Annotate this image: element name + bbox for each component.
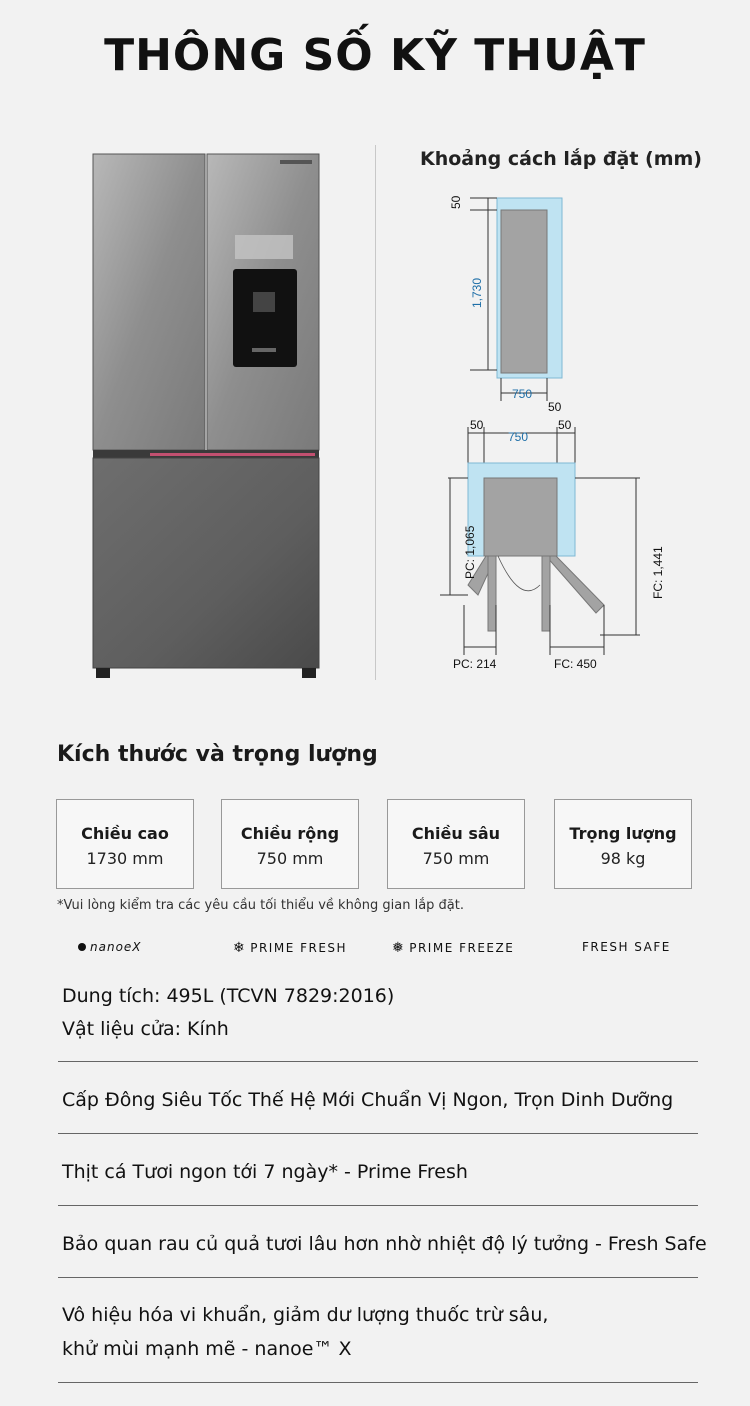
card-value: 750 mm [256, 849, 324, 868]
card-value: 750 mm [422, 849, 490, 868]
dimensions-title: Kích thước và trọng lượng [57, 742, 378, 767]
side-top-gap: 50 [449, 195, 463, 209]
side-back-gap: 50 [548, 400, 562, 414]
nanoex-dot-icon [78, 943, 86, 951]
pc-depth: PC: 1,065 [463, 525, 477, 579]
feature-fresh-safe [582, 940, 671, 954]
spec-nanoex-line1: Vô hiệu hóa vi khuẩn, giảm dư lượng thuốc trừ sâu, [62, 1304, 549, 1326]
fridge-image [90, 152, 322, 682]
installation-diagram [420, 185, 720, 685]
side-height: 1,730 [470, 277, 484, 308]
freeze-badge-icon: ❅ [392, 940, 406, 956]
card-depth [387, 799, 525, 889]
door-swing-arc [498, 556, 540, 591]
side-fridge-box [501, 210, 547, 373]
right-door [546, 556, 604, 613]
feature-nanoex [78, 940, 142, 954]
card-label: Chiều cao [81, 824, 169, 843]
right-door-open [542, 556, 550, 631]
top-width: 750 [508, 430, 529, 444]
side-view [449, 195, 562, 414]
top-fridge-box [484, 478, 557, 556]
spec-fresh-safe: Bảo quan rau củ quả tươi lâu hơn nhờ nhiệt độ lý tưởng - Fresh Safe [62, 1233, 707, 1255]
feature-prime-freeze [392, 940, 514, 956]
fc-depth: FC: 1,441 [651, 546, 665, 599]
card-value: 1730 mm [86, 849, 164, 868]
pc-door: PC: 214 [453, 657, 497, 671]
divider [58, 1133, 698, 1134]
card-value: 98 kg [600, 849, 646, 868]
page-title: THÔNG SỐ KỸ THUẬT [104, 30, 646, 81]
installation-title: Khoảng cách lắp đặt (mm) [420, 148, 702, 170]
feature-label: PRIME FRESH [250, 941, 348, 955]
spec-prime-fresh: Thịt cá Tươi ngon tới 7 ngày* - Prime Fresh [62, 1161, 468, 1183]
spec-door-material: Vật liệu cửa: Kính [62, 1018, 229, 1040]
feature-label: PRIME FREEZE [409, 941, 515, 955]
spec-nanoex-line2: khử mùi mạnh mẽ - nanoe™ X [62, 1338, 352, 1360]
card-weight [554, 799, 692, 889]
spec-capacity: Dung tích: 495L (TCVN 7829:2016) [62, 985, 395, 1007]
side-depth: 750 [512, 387, 533, 401]
vertical-divider [375, 145, 376, 680]
card-label: Chiều sâu [411, 824, 501, 843]
card-label: Trọng lượng [569, 824, 677, 843]
fc-door: FC: 450 [554, 657, 597, 671]
divider [58, 1277, 698, 1278]
divider [58, 1061, 698, 1062]
divider [58, 1382, 698, 1383]
top-view [440, 418, 665, 671]
feature-prime-fresh [233, 940, 347, 956]
spec-super-freeze: Cấp Đông Siêu Tốc Thế Hệ Mới Chuẩn Vị Ngon, Trọn Dinh Dưỡng [62, 1089, 674, 1111]
divider [58, 1205, 698, 1206]
top-left-gap: 50 [470, 418, 484, 432]
top-right-gap: 50 [558, 418, 572, 432]
feature-label: nanoeX [90, 940, 142, 954]
card-label: Chiều rộng [240, 824, 340, 843]
installation-note: *Vui lòng kiểm tra các yêu cầu tối thiểu về không gian lắp đặt. [57, 898, 464, 913]
left-door-open [488, 556, 496, 631]
card-height [56, 799, 194, 889]
snowflake-icon: ❄ [233, 940, 247, 956]
feature-label: FRESH SAFE [582, 940, 671, 954]
card-width [221, 799, 359, 889]
